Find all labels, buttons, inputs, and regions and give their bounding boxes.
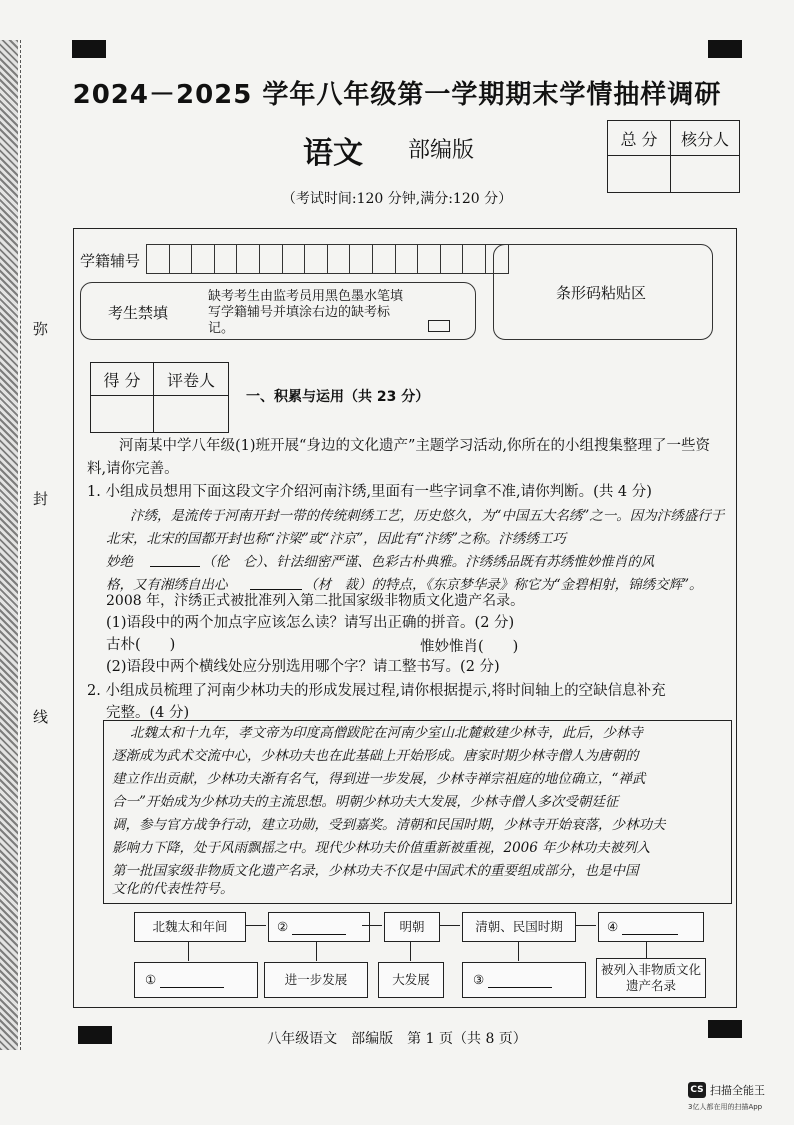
arrow-right [440, 925, 460, 926]
blank-number: ④ [607, 919, 619, 934]
total-score-table [607, 120, 740, 193]
scanner-watermark [688, 1082, 765, 1111]
section-heading: 一、积累与运用（共 23 分） [246, 389, 430, 405]
grader-cell[interactable] [154, 396, 229, 433]
checker-cell[interactable] [671, 156, 740, 193]
registration-mark [72, 40, 106, 58]
total-score-label: 总 分 [608, 121, 671, 156]
q1-passage-2b: （伦 仑）、针法细密严谨、色彩古朴典雅。汴绣绣品既有苏绣惟妙惟肖的风 [202, 554, 655, 570]
arrow-down [188, 941, 189, 961]
score-label: 得 分 [91, 363, 154, 396]
arrow-right [246, 925, 266, 926]
absent-mark-box[interactable] [428, 320, 450, 332]
q2-stem-1: 2. 小组成员梳理了河南少林功夫的形成发展过程,请你根据提示,将时间轴上的空缺信息补充 [87, 683, 666, 699]
q1-passage-2a: 妙绝 [106, 554, 133, 570]
arrow-right [362, 925, 382, 926]
student-id-label: 学籍辅号 [80, 252, 141, 270]
q1-sub1-b: 惟妙惟肖( ) [420, 639, 519, 655]
q1-sub1: (1)语段中的两个加点字应该怎么读？请写出正确的拼音。(2 分) [106, 615, 515, 631]
timeline-node: 进一步发展 [264, 962, 368, 998]
q2-stem-2: 完整。(4 分) [106, 705, 190, 721]
binding-char-mi: 弥 [33, 320, 49, 338]
q2-passage-line: 第一批国家级非物质文化遗产名录，少林功夫不仅是中国武术的重要组成部分，也是中国 [112, 863, 639, 879]
exam-info: （考试时间:120 分钟,满分:120 分） [281, 191, 513, 207]
intro-text: 河南某中学八年级(1)班开展“身边的文化遗产”主题学习活动,你所在的小组搜集整理了一些资料,请你完善。 [87, 438, 710, 477]
q1-passage-1: 汴绣，是流传于河南开封一带的传统刺绣工艺，历史悠久，为“中国五大名绣”之一。因为汴绣盛行于北宋，北宋的国都开封也称“汴梁”或“汴京”，因此有“汴绣”之称。汴绣绣工巧 [106, 508, 725, 547]
absent-note: 缺考考生由监考员用黑色墨水笔填写学籍辅号并填涂右边的缺考标记。 [208, 289, 404, 336]
registration-mark [708, 40, 742, 58]
student-id-cells[interactable] [147, 244, 509, 274]
blank-number: ③ [473, 972, 485, 987]
q2-passage-line: 文化的代表性符号。 [112, 881, 234, 897]
arrow-down [316, 941, 317, 961]
exam-title: 2024－2025 学年八年级第一学期期末学情抽样调研 [72, 80, 722, 110]
timeline-node: 被列入非物质文化遗产名录 [596, 958, 706, 998]
total-score-cell[interactable] [608, 156, 671, 193]
q2-passage-line: 北魏太和十九年，孝文帝为印度高僧跋陀在河南少室山北麓敕建少林寺，此后，少林寺 [130, 725, 643, 741]
q1-passage-4: 2008 年，汴绣正式被批准列入第二批国家级非物质文化遗产名录。 [106, 593, 525, 609]
binding-char-feng: 封 [33, 490, 49, 508]
timeline-node: 清朝、民国时期 [462, 912, 576, 942]
edition-label: 部编版 [408, 138, 475, 163]
q1-sub2: (2)语段中两个横线处应分别选用哪个字？请工整书写。(2 分) [106, 659, 500, 675]
q2-passage-line: 建立作出贡献，少林功夫渐有名气，得到进一步发展，少林寺禅宗祖庭的地位确立，“禅武 [112, 771, 646, 787]
timeline-node: 明朝 [384, 912, 440, 942]
subject-title: 语文 [303, 136, 363, 171]
checker-label: 核分人 [671, 121, 740, 156]
timeline-node: 北魏太和年间 [134, 912, 246, 942]
grader-label: 评卷人 [154, 363, 229, 396]
q2-passage-line: 影响力下降，处于风雨飘摇之中。现代少林功夫价值重新被重视，2006 年少林功夫被列入 [112, 840, 651, 856]
camscanner-icon: CS [688, 1082, 706, 1098]
timeline-node-blank-3[interactable] [462, 962, 586, 998]
q1-blank-1[interactable] [150, 566, 200, 567]
q1-passage-3a: 格，又有湘绣自出心 [106, 577, 228, 593]
q1-sub1-a: 古朴( ) [106, 637, 176, 653]
timeline-node-blank-2[interactable] [268, 912, 370, 942]
q2-passage-line: 调，参与官方战争行动，建立功勋，受到嘉奖。清朝和民国时期，少林寺开始衰落，少林功夫 [112, 817, 666, 833]
watermark-app-name: 扫描全能王 [710, 1084, 765, 1097]
timeline-node-blank-1[interactable] [134, 962, 258, 998]
barcode-label: 条形码粘贴区 [556, 284, 647, 302]
score-cell[interactable] [91, 396, 154, 433]
timeline-node-blank-4[interactable] [598, 912, 704, 942]
arrow-right [576, 925, 596, 926]
page-footer: 八年级语文 部编版 第 1 页（共 8 页） [267, 1031, 527, 1047]
q1-passage-3b: （材 裁）的特点，《东京梦华录》称它为“金碧相射，锦绣交辉”。 [304, 577, 703, 593]
q2-passage-line: 逐渐成为武术交流中心，少林功夫也在此基础上开始形成。唐家时期少林寺僧人为唐朝的 [112, 748, 639, 764]
q2-passage-line: 合一”开始成为少林功夫的主流思想。明朝少林功夫大发展，少林寺僧人多次受朝廷征 [112, 794, 619, 810]
blank-number: ② [277, 919, 289, 934]
arrow-down [410, 941, 411, 961]
watermark-subtitle: 3亿人都在用的扫描App [688, 1103, 763, 1111]
q1-stem: 1. 小组成员想用下面这段文字介绍河南汴绣,里面有一些字词拿不准,请你判断。(共 4 分) [87, 484, 652, 500]
forbidden-label: 考生禁填 [108, 304, 169, 322]
timeline-node: 大发展 [378, 962, 444, 998]
blank-number: ① [145, 972, 157, 987]
section-score-table [90, 362, 229, 433]
binding-char-xian: 线 [33, 708, 49, 726]
arrow-down [518, 941, 519, 961]
